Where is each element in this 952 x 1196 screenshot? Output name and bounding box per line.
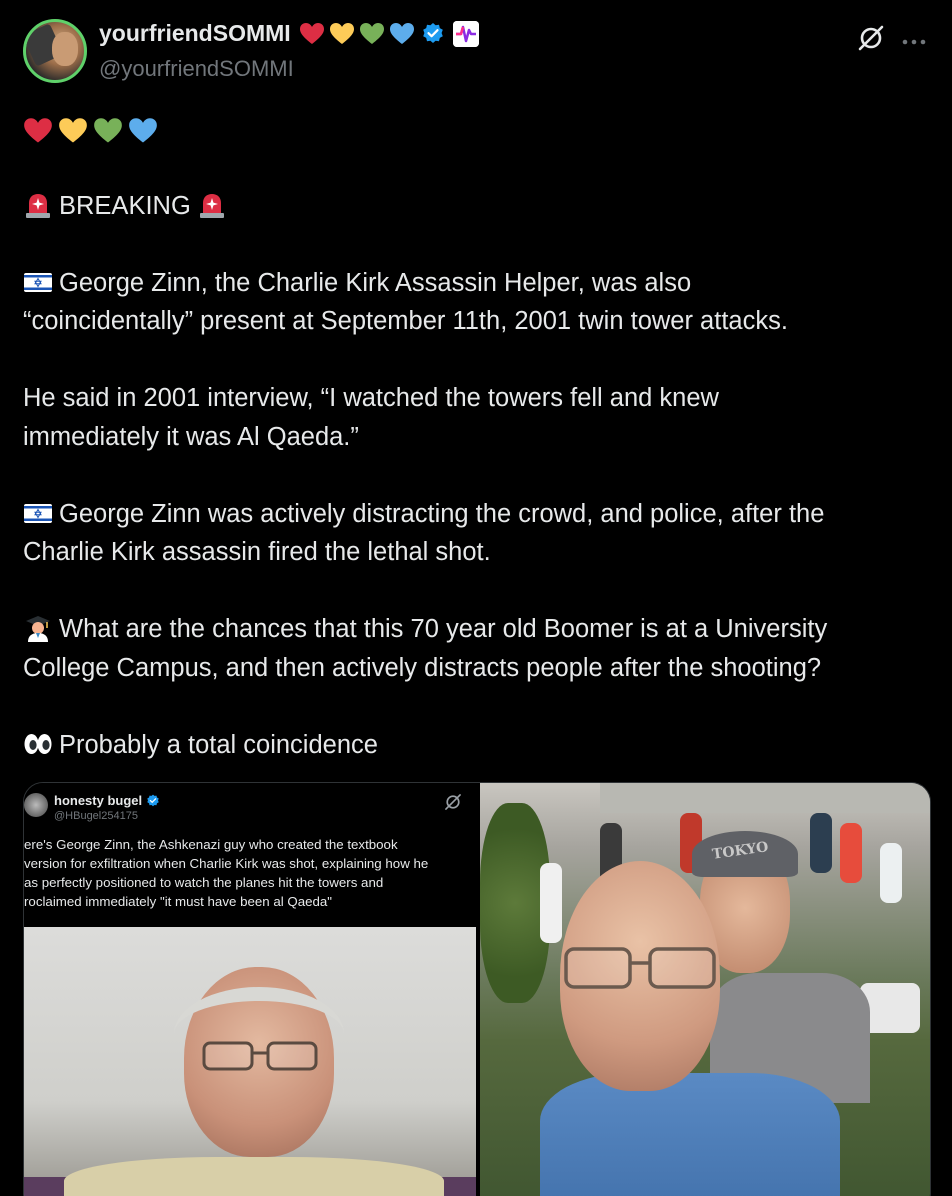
- hearts-line: [23, 110, 928, 148]
- siren-icon: [197, 191, 227, 219]
- paragraph-3: [23, 495, 928, 572]
- author-handle[interactable]: @yourfriendSOMMI: [99, 56, 294, 81]
- blue-heart-icon: [389, 22, 415, 46]
- photo-canopy: [600, 783, 930, 813]
- photo-background-person: [540, 863, 562, 943]
- paragraph-2: [23, 379, 928, 456]
- paragraph-5-text: Probably a total coincidence: [59, 730, 378, 759]
- author-name-row: [99, 20, 479, 47]
- more-icon[interactable]: [901, 33, 927, 41]
- quoted-photo: [24, 927, 476, 1196]
- photo-shirt: [64, 1157, 444, 1196]
- paragraph-1-line-2: “coincidentally” present at September 11th, 2001 twin tower attacks.: [23, 307, 788, 335]
- photo-man-glasses: [560, 943, 720, 993]
- breaking-line: [23, 187, 928, 226]
- photo-glasses: [200, 1039, 320, 1073]
- paragraph-1-line-1: George Zinn, the Charlie Kirk Assassin Helper, was also: [59, 268, 692, 297]
- post-text: [23, 110, 928, 764]
- green-heart-icon: [93, 117, 119, 141]
- author-display-name[interactable]: yourfriendSOMMI: [99, 20, 291, 46]
- paragraph-4-line-1: What are the chances that this 70 year old Boomer is at a University: [59, 615, 828, 643]
- yellow-heart-icon: [329, 22, 355, 46]
- paragraph-2-line-2: immediately it was Al Qaeda.”: [23, 422, 359, 451]
- verified-badge-icon[interactable]: [421, 22, 445, 46]
- yellow-heart-icon: [58, 117, 84, 141]
- siren-icon: [23, 191, 53, 219]
- green-heart-icon: [359, 22, 385, 46]
- author-avatar[interactable]: [23, 19, 87, 83]
- paragraph-5: [23, 726, 928, 765]
- paragraph-1: [23, 264, 928, 341]
- grok-icon: [444, 793, 462, 811]
- paragraph-4: [23, 610, 928, 687]
- breaking-text: BREAKING: [59, 191, 191, 220]
- affiliate-badge-icon[interactable]: [453, 21, 479, 47]
- red-heart-icon: [299, 22, 325, 46]
- quoted-line-3: as perfectly positioned to watch the planes hit the towers and: [24, 875, 384, 890]
- eyes-icon: [23, 730, 53, 758]
- quoted-display-name: honesty bugel: [54, 793, 143, 808]
- media-image-campus-photo[interactable]: [480, 783, 930, 1196]
- israel-flag-icon: [23, 268, 53, 296]
- paragraph-4-line-2: College Campus, and then actively distracts people after the shooting?: [23, 653, 822, 682]
- graduate-icon: [23, 614, 53, 642]
- media-grid[interactable]: [23, 782, 931, 1196]
- blue-heart-icon: [128, 117, 154, 141]
- quoted-handle: @HBugel254175: [54, 810, 138, 822]
- photo-background-person: [840, 823, 862, 883]
- grok-icon[interactable]: [857, 24, 885, 52]
- quoted-author-name: [54, 793, 160, 808]
- paragraph-3-line-1: George Zinn was actively distracting the crowd, and police, after the: [59, 499, 825, 528]
- paragraph-2-line-1: He said in 2001 interview, “I watched the towers fell and knew: [23, 384, 719, 412]
- photo-man-shirt: [540, 1073, 840, 1196]
- quoted-avatar: [24, 793, 48, 817]
- avatar-face: [52, 32, 78, 66]
- paragraph-3-line-2: Charlie Kirk assassin fired the lethal shot.: [23, 538, 491, 566]
- verified-badge-icon: [146, 794, 160, 808]
- photo-background-person: [880, 843, 902, 903]
- quoted-text: [24, 835, 474, 911]
- photo-cap-text: TOKYO: [711, 839, 770, 863]
- media-image-quoted-post[interactable]: [24, 783, 476, 1196]
- quoted-line-4: roclaimed immediately "it must have been al Qaeda": [24, 894, 333, 909]
- quoted-line-2: version for exfiltration when Charlie Kirk was shot, explaining how he: [24, 856, 429, 871]
- red-heart-icon: [23, 117, 49, 141]
- quoted-line-1: ere's George Zinn, the Ashkenazi guy who created the textbook: [24, 837, 398, 852]
- photo-background-person: [810, 813, 832, 873]
- israel-flag-icon: [23, 499, 53, 527]
